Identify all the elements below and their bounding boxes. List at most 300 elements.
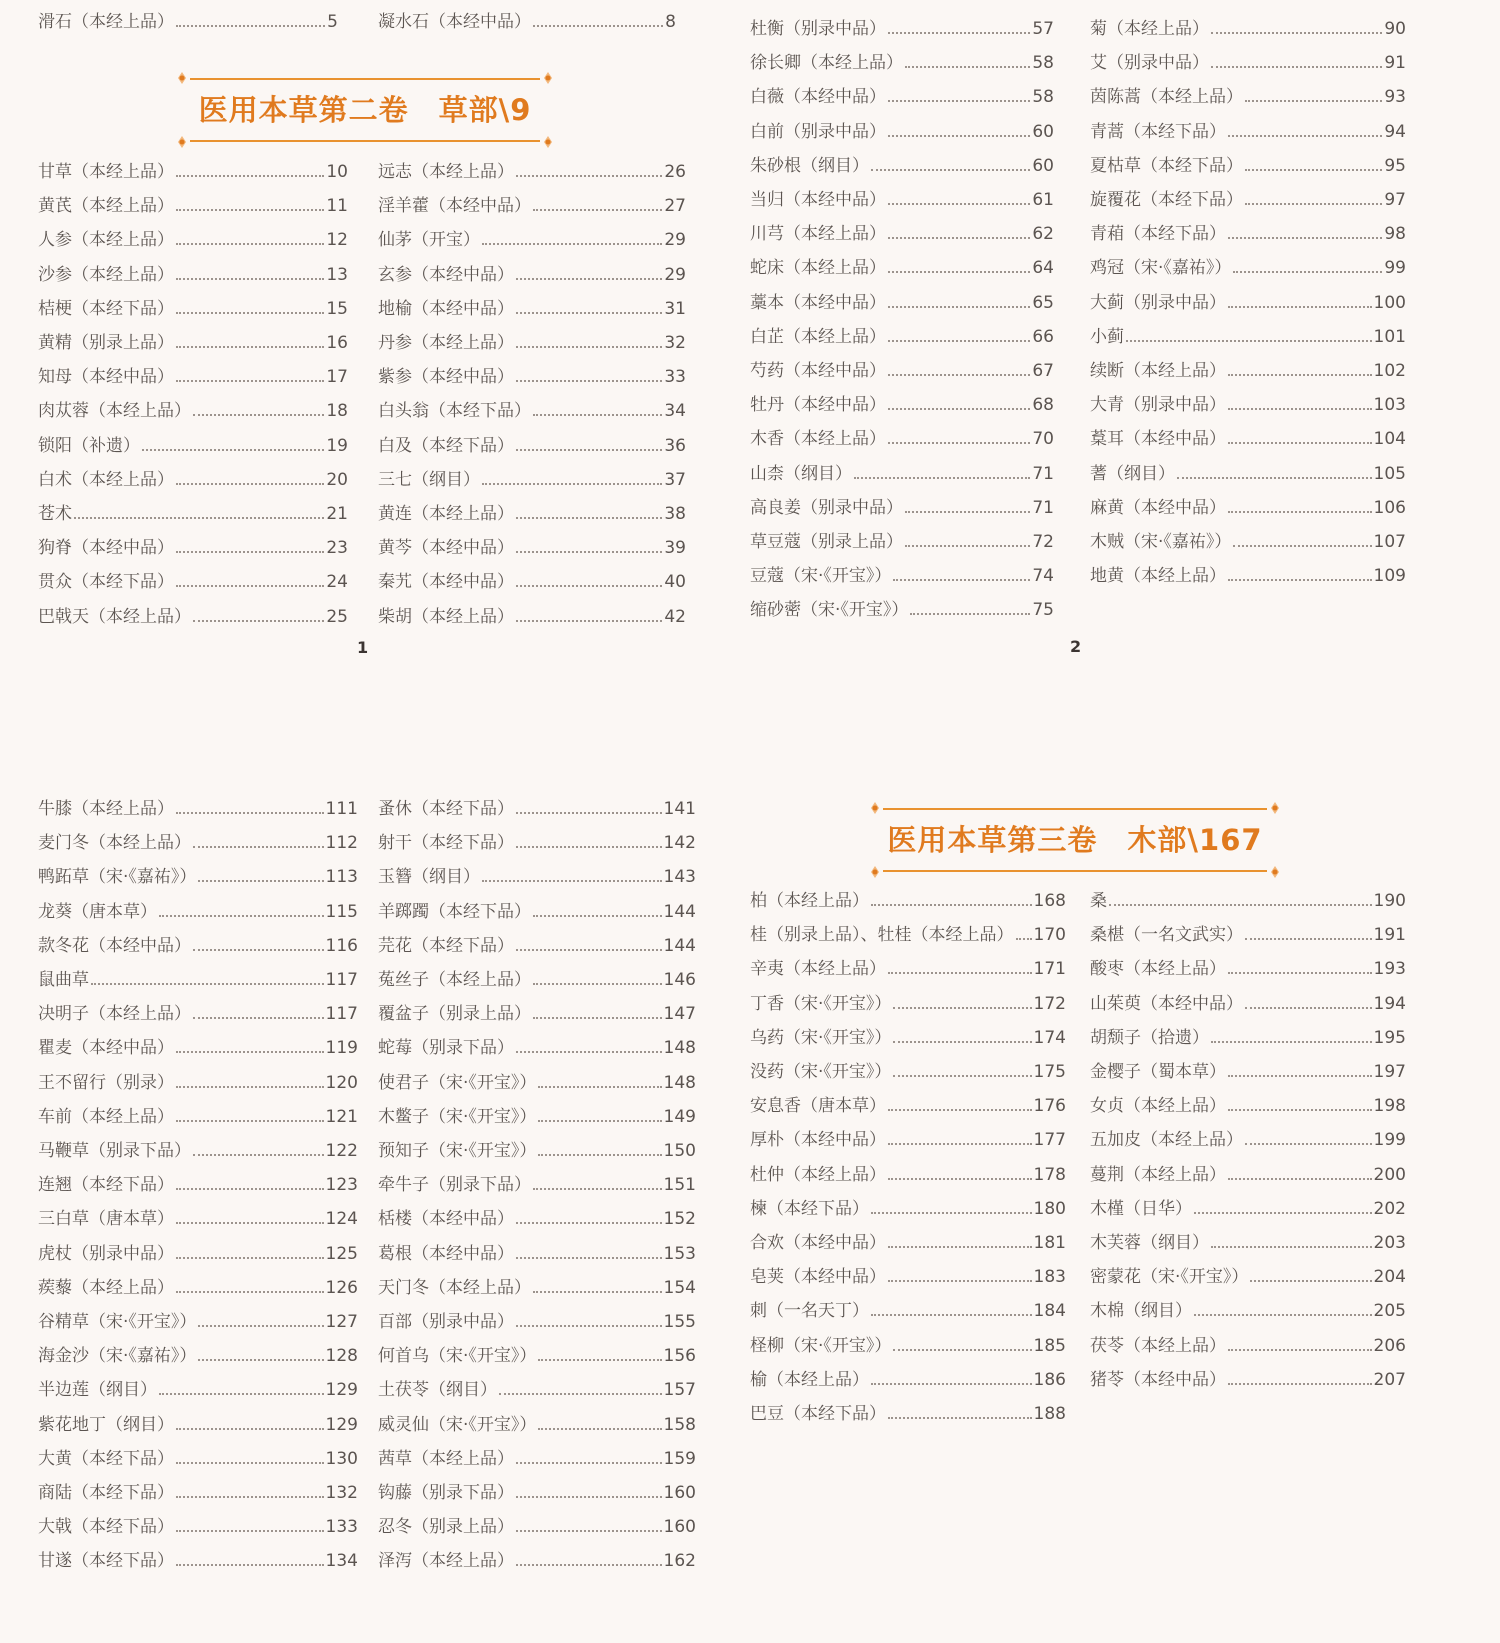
toc-entry	[1090, 359, 1406, 383]
dot-leader	[888, 32, 1030, 34]
toc-entry	[750, 154, 1054, 178]
toc-entry	[1090, 393, 1406, 417]
entry-title: 麻黄（本经中品）	[1090, 497, 1226, 518]
entry-title: 栝楼（本经中品）	[378, 1209, 514, 1230]
dot-leader	[482, 880, 662, 882]
dot-leader	[871, 904, 1032, 906]
entry-title: 草豆蔻（别录上品）	[750, 532, 903, 552]
toc-entry	[378, 263, 686, 287]
dot-leader	[176, 278, 324, 280]
entry-page: 159	[663, 1448, 696, 1469]
entry-page: 195	[1373, 1027, 1406, 1048]
dot-leader	[176, 1462, 324, 1464]
toc-entry	[750, 85, 1054, 109]
toc-page-1	[0, 0, 750, 760]
entry-page: 58	[1032, 87, 1054, 108]
dot-leader	[1228, 1383, 1372, 1385]
entry-page: 117	[325, 970, 358, 990]
entry-title: 蛇莓（别录下品）	[378, 1038, 514, 1059]
dot-leader	[516, 812, 662, 814]
toc-entry	[750, 1299, 1066, 1323]
toc-entry	[38, 1413, 358, 1437]
entry-page: 65	[1032, 292, 1054, 313]
entry-title: 夏枯草（本经下品）	[1090, 155, 1243, 176]
entry-title: 山茱萸（本经中品）	[1090, 993, 1243, 1014]
dot-leader	[176, 1120, 324, 1122]
toc-entry	[750, 1402, 1066, 1426]
entry-page: 162	[663, 1551, 696, 1572]
entry-page: 37	[664, 469, 686, 490]
entry-title: 肉苁蓉（本经上品）	[38, 401, 191, 422]
entry-title: 丹参（本经上品）	[378, 333, 514, 353]
entry-title: 射干（本经下品）	[378, 833, 514, 854]
toc-entry	[750, 1060, 1066, 1084]
toc-entry	[38, 228, 348, 252]
toc-entry	[378, 1242, 696, 1266]
entry-page: 198	[1373, 1096, 1406, 1117]
dot-leader	[1245, 203, 1382, 205]
dot-leader	[905, 66, 1030, 68]
entry-page: 170	[1033, 925, 1066, 946]
entry-title: 黄连（本经上品）	[378, 504, 514, 524]
entry-page: 38	[664, 504, 686, 524]
toc-entry	[38, 468, 348, 492]
page-number: 2	[1070, 637, 1082, 656]
entry-page: 144	[663, 901, 696, 922]
dot-leader	[888, 1417, 1032, 1419]
entry-page: 11	[326, 196, 348, 217]
dot-leader	[910, 613, 1030, 615]
entry-title: 谷精草（宋·《开宝》）	[38, 1312, 197, 1332]
entry-title: 丁香（宋·《开宝》）	[750, 993, 892, 1014]
toc-entry	[750, 462, 1054, 486]
dot-leader	[516, 585, 662, 587]
entry-page: 120	[325, 1072, 358, 1093]
entry-title: 地榆（本经中品）	[378, 298, 514, 319]
toc-entry	[378, 900, 696, 924]
entry-title: 大青（别录中品）	[1090, 395, 1226, 416]
entry-title: 王不留行（别录）	[38, 1072, 174, 1093]
entry-page: 95	[1384, 155, 1406, 176]
toc-entry	[750, 889, 1066, 913]
entry-page: 185	[1033, 1335, 1066, 1356]
entry-title: 紫参（本经中品）	[378, 367, 514, 388]
entry-page: 130	[325, 1448, 358, 1469]
entry-page: 5	[327, 12, 338, 32]
toc-list	[38, 0, 348, 640]
dot-leader	[533, 1188, 662, 1190]
dot-leader	[888, 374, 1030, 376]
entry-title: 紫花地丁（纲目）	[38, 1414, 174, 1435]
dot-leader	[193, 1154, 324, 1156]
entry-page: 23	[326, 538, 348, 559]
entry-page: 149	[663, 1106, 696, 1127]
toc-list	[38, 760, 358, 1640]
toc-list	[378, 0, 686, 640]
entry-page: 160	[663, 1483, 696, 1503]
entry-page: 156	[663, 1346, 696, 1367]
dot-leader	[176, 312, 324, 314]
dot-leader	[176, 380, 324, 382]
entry-title: 巴戟天（本经上品）	[38, 606, 191, 627]
toc-entry	[378, 1447, 696, 1471]
dot-leader	[893, 579, 1030, 581]
dot-leader	[888, 972, 1032, 974]
dot-leader	[1245, 938, 1372, 940]
entry-title: 续断（本经上品）	[1090, 361, 1226, 381]
entry-page: 99	[1384, 258, 1406, 279]
entry-title: 豆蔻（宋·《开宝》）	[750, 566, 892, 587]
entry-title: 旋覆花（本经下品）	[1090, 190, 1243, 210]
entry-title: 木贼（宋·《嘉祐》）	[1090, 532, 1232, 552]
entry-page: 93	[1384, 87, 1406, 108]
dot-leader	[516, 949, 662, 951]
toc-entry	[1090, 51, 1406, 75]
dot-leader	[516, 620, 662, 622]
entry-page: 119	[325, 1038, 358, 1059]
toc-entry	[378, 399, 686, 423]
dot-leader	[176, 1428, 324, 1430]
entry-title: 黄芪（本经上品）	[38, 196, 174, 217]
entry-title: 大蓟（别录中品）	[1090, 292, 1226, 313]
dot-leader	[198, 1325, 323, 1327]
toc-entry	[1090, 1128, 1406, 1152]
entry-page: 94	[1384, 121, 1406, 142]
entry-title: 瞿麦（本经中品）	[38, 1038, 174, 1059]
toc-entry	[38, 831, 358, 855]
dot-leader	[516, 1496, 662, 1498]
entry-title: 菟丝子（本经上品）	[378, 970, 531, 990]
entry-page: 101	[1373, 326, 1406, 347]
entry-title: 牛膝（本经上品）	[38, 799, 174, 819]
section-title: 医用本草第二卷 草部\9	[198, 93, 532, 127]
dot-leader	[538, 1428, 661, 1430]
toc-entry	[378, 1481, 696, 1505]
entry-title: 柏（本经上品）	[750, 891, 869, 911]
dot-leader	[516, 175, 662, 177]
dot-leader	[198, 1359, 323, 1361]
dot-leader	[516, 312, 662, 314]
toc-entry	[1090, 530, 1406, 554]
dot-leader	[888, 135, 1030, 137]
entry-page: 27	[664, 196, 686, 217]
dot-leader	[516, 1530, 662, 1532]
entry-title: 白前（别录中品）	[750, 121, 886, 142]
dot-leader	[1228, 1109, 1372, 1111]
entry-title: 锁阳（补遗）	[38, 435, 140, 456]
toc-entry	[1090, 85, 1406, 109]
dot-leader	[533, 1291, 662, 1293]
dot-leader	[893, 1349, 1031, 1351]
toc-list	[1090, 0, 1406, 640]
entry-page: 34	[664, 401, 686, 422]
toc-entry	[750, 496, 1054, 520]
entry-title: 半边莲（纲目）	[38, 1380, 157, 1401]
entry-title: 沙参（本经上品）	[38, 264, 174, 285]
entry-title: 山柰（纲目）	[750, 463, 852, 484]
toc-entry	[378, 434, 686, 458]
entry-title: 大戟（本经下品）	[38, 1517, 174, 1538]
entry-page: 21	[326, 504, 348, 524]
dot-leader	[176, 1051, 324, 1053]
entry-title: 菊（本经上品）	[1090, 19, 1209, 39]
toc-entry	[750, 1197, 1066, 1221]
toc-entry	[378, 865, 696, 889]
entry-title: 黄精（别录上品）	[38, 333, 174, 353]
toc-entry	[1090, 1368, 1406, 1392]
dot-leader	[1228, 1178, 1372, 1180]
toc-entry	[378, 605, 686, 629]
entry-page: 121	[325, 1106, 358, 1127]
entry-title: 狗脊（本经中品）	[38, 538, 174, 559]
entry-page: 36	[664, 435, 686, 456]
entry-page: 113	[325, 867, 358, 888]
toc-entry	[1090, 291, 1406, 315]
toc-entry	[378, 1036, 696, 1060]
dot-leader	[888, 408, 1030, 410]
entry-title: 知母（本经中品）	[38, 367, 174, 388]
entry-page: 117	[325, 1004, 358, 1025]
toc-entry	[1090, 1026, 1406, 1050]
entry-page: 107	[1373, 532, 1406, 552]
dot-leader	[1109, 904, 1372, 906]
toc-list	[750, 760, 1066, 1460]
toc-entry	[38, 570, 348, 594]
entry-title: 青葙（本经下品）	[1090, 224, 1226, 245]
dot-leader	[871, 1383, 1032, 1385]
toc-entry	[38, 1002, 358, 1026]
toc-entry	[378, 1105, 696, 1129]
toc-entry	[38, 934, 358, 958]
entry-page: 127	[325, 1312, 358, 1332]
toc-entry	[1090, 1163, 1406, 1187]
entry-title: 预知子（宋·《开宝》）	[378, 1141, 537, 1161]
entry-title: 五加皮（本经上品）	[1090, 1130, 1243, 1151]
dot-leader	[91, 983, 324, 985]
entry-page: 180	[1033, 1198, 1066, 1219]
entry-page: 16	[326, 333, 348, 353]
toc-entry	[378, 1002, 696, 1026]
toc-entry	[750, 1128, 1066, 1152]
toc-entry	[378, 502, 686, 526]
toc-entry	[750, 1163, 1066, 1187]
entry-title: 刺（一名天丁）	[750, 1301, 869, 1322]
toc-entry	[38, 865, 358, 889]
entry-title: 木槿（日华）	[1090, 1198, 1192, 1219]
entry-title: 三七（纲目）	[378, 469, 480, 490]
entry-title: 当归（本经中品）	[750, 190, 886, 210]
dot-leader	[142, 449, 324, 451]
entry-title: 海金沙（宋·《嘉祐》）	[38, 1346, 197, 1367]
dot-leader	[1211, 1246, 1372, 1248]
entry-page: 74	[1032, 566, 1054, 587]
entry-page: 175	[1033, 1062, 1066, 1082]
entry-page: 17	[326, 367, 348, 388]
toc-entry	[1090, 17, 1406, 41]
entry-title: 土茯苓（纲目）	[378, 1380, 497, 1401]
entry-page: 72	[1032, 532, 1054, 552]
dot-leader	[1228, 1075, 1372, 1077]
toc-entry	[1090, 222, 1406, 246]
dot-leader	[533, 1017, 662, 1019]
toc-list	[750, 0, 1054, 640]
entry-page: 197	[1373, 1062, 1406, 1082]
dot-leader	[516, 346, 662, 348]
dot-leader	[198, 880, 323, 882]
entry-page: 152	[663, 1209, 696, 1230]
dot-leader	[871, 1212, 1032, 1214]
entry-title: 葈耳（本经中品）	[1090, 429, 1226, 450]
toc-entry	[378, 160, 686, 184]
entry-page: 188	[1033, 1404, 1066, 1424]
entry-title: 辛夷（本经上品）	[750, 959, 886, 980]
dot-leader	[888, 1178, 1032, 1180]
dot-leader	[516, 1325, 662, 1327]
entry-title: 木香（本经上品）	[750, 429, 886, 450]
entry-page: 29	[664, 230, 686, 251]
toc-entry	[378, 1344, 696, 1368]
entry-page: 67	[1032, 361, 1054, 381]
entry-title: 商陆（本经下品）	[38, 1483, 174, 1503]
entry-page: 112	[325, 833, 358, 854]
dot-leader	[516, 278, 662, 280]
entry-page: 13	[326, 264, 348, 285]
entry-title: 茵陈蒿（本经上品）	[1090, 87, 1243, 108]
dot-leader	[888, 442, 1030, 444]
dot-leader	[516, 1564, 662, 1566]
dot-leader	[1228, 579, 1372, 581]
toc-entry	[38, 297, 348, 321]
dot-leader	[176, 209, 324, 211]
entry-title: 安息香（唐本草）	[750, 1096, 886, 1117]
entry-page: 15	[326, 298, 348, 319]
entry-page: 144	[663, 935, 696, 956]
entry-title: 乌药（宋·《开宝》）	[750, 1027, 892, 1048]
dot-leader	[1211, 1041, 1372, 1043]
entry-page: 154	[663, 1277, 696, 1298]
dot-leader	[176, 1530, 324, 1532]
toc-entry	[38, 365, 348, 389]
toc-entry	[38, 1173, 358, 1197]
entry-page: 109	[1373, 566, 1406, 587]
dot-leader	[538, 1120, 661, 1122]
entry-page: 66	[1032, 326, 1054, 347]
toc-entry	[1090, 256, 1406, 280]
toc-entry	[1090, 992, 1406, 1016]
dot-leader	[1228, 511, 1372, 513]
dot-leader	[482, 243, 662, 245]
entry-title: 麦门冬（本经上品）	[38, 833, 191, 854]
entry-title: 缩砂蔤（宋·《开宝》）	[750, 600, 909, 621]
entry-title: 桔梗（本经下品）	[38, 298, 174, 319]
dot-leader	[176, 1188, 324, 1190]
toc-entry	[378, 365, 686, 389]
entry-title: 人参（本经上品）	[38, 230, 174, 251]
entry-title: 甘草（本经上品）	[38, 162, 174, 182]
entry-title: 没药（宋·《开宝》）	[750, 1062, 892, 1082]
toc-entry	[38, 1242, 358, 1266]
toc-entry	[38, 968, 358, 992]
dot-leader	[176, 175, 324, 177]
entry-page: 202	[1373, 1198, 1406, 1219]
toc-entry	[378, 468, 686, 492]
dot-leader	[888, 1143, 1032, 1145]
entry-page: 71	[1032, 497, 1054, 518]
entry-title: 鼠曲草	[38, 970, 89, 990]
dot-leader	[516, 1051, 662, 1053]
dot-leader	[533, 209, 662, 211]
toc-entry	[1090, 154, 1406, 178]
toc-list	[1090, 760, 1406, 1460]
entry-page: 153	[663, 1243, 696, 1264]
toc-entry	[378, 1515, 696, 1539]
entry-page: 157	[663, 1380, 696, 1401]
entry-title: 贯众（本经下品）	[38, 572, 174, 593]
toc-entry	[378, 797, 696, 821]
entry-page: 104	[1373, 429, 1406, 450]
dot-leader	[533, 983, 662, 985]
toc-entry	[750, 923, 1066, 947]
entry-title: 钩藤（别录下品）	[378, 1483, 514, 1503]
entry-page: 31	[664, 298, 686, 319]
toc-entry	[38, 1310, 358, 1334]
dot-leader	[533, 414, 662, 416]
entry-page: 183	[1033, 1267, 1066, 1288]
toc-entry	[38, 1036, 358, 1060]
toc-entry	[378, 934, 696, 958]
dot-leader	[1228, 306, 1372, 308]
entry-page: 40	[664, 572, 686, 593]
entry-title: 合欢（本经中品）	[750, 1233, 886, 1253]
dot-leader	[1194, 1314, 1372, 1316]
entry-page: 61	[1032, 190, 1054, 210]
toc-entry	[378, 1310, 696, 1334]
entry-title: 桂（别录上品）、牡桂（本经上品）	[750, 925, 1014, 946]
dot-leader	[538, 1359, 661, 1361]
toc-entry	[750, 359, 1054, 383]
toc-entry	[750, 51, 1054, 75]
entry-page: 29	[664, 264, 686, 285]
toc-entry	[750, 957, 1066, 981]
entry-page: 134	[325, 1551, 358, 1572]
entry-page: 171	[1033, 959, 1066, 980]
toc-entry	[38, 797, 358, 821]
entry-page: 71	[1032, 463, 1054, 484]
dot-leader	[516, 1257, 662, 1259]
entry-title: 牡丹（本经中品）	[750, 395, 886, 416]
entry-page: 90	[1384, 19, 1406, 39]
entry-title: 白芷（本经上品）	[750, 326, 886, 347]
toc-entry	[1090, 496, 1406, 520]
toc-entry	[750, 1094, 1066, 1118]
entry-title: 威灵仙（宋·《开宝》）	[378, 1414, 537, 1435]
toc-entry	[750, 598, 1054, 622]
entry-page: 25	[326, 606, 348, 627]
toc-entry	[38, 1481, 358, 1505]
dot-leader	[499, 1393, 662, 1395]
dot-leader	[888, 1246, 1032, 1248]
entry-title: 木鳖子（宋·《开宝》）	[378, 1106, 537, 1127]
entry-title: 鸡冠（宋·《嘉祐》）	[1090, 258, 1232, 279]
entry-title: 蒺藜（本经上品）	[38, 1277, 174, 1298]
entry-title: 蛇床（本经上品）	[750, 258, 886, 279]
entry-title: 徐长卿（本经上品）	[750, 53, 903, 74]
dot-leader	[176, 1222, 324, 1224]
entry-title: 羊踯躅（本经下品）	[378, 901, 531, 922]
toc-entry	[750, 1231, 1066, 1255]
dot-leader	[159, 915, 324, 917]
entry-title: 大黄（本经下品）	[38, 1448, 174, 1469]
